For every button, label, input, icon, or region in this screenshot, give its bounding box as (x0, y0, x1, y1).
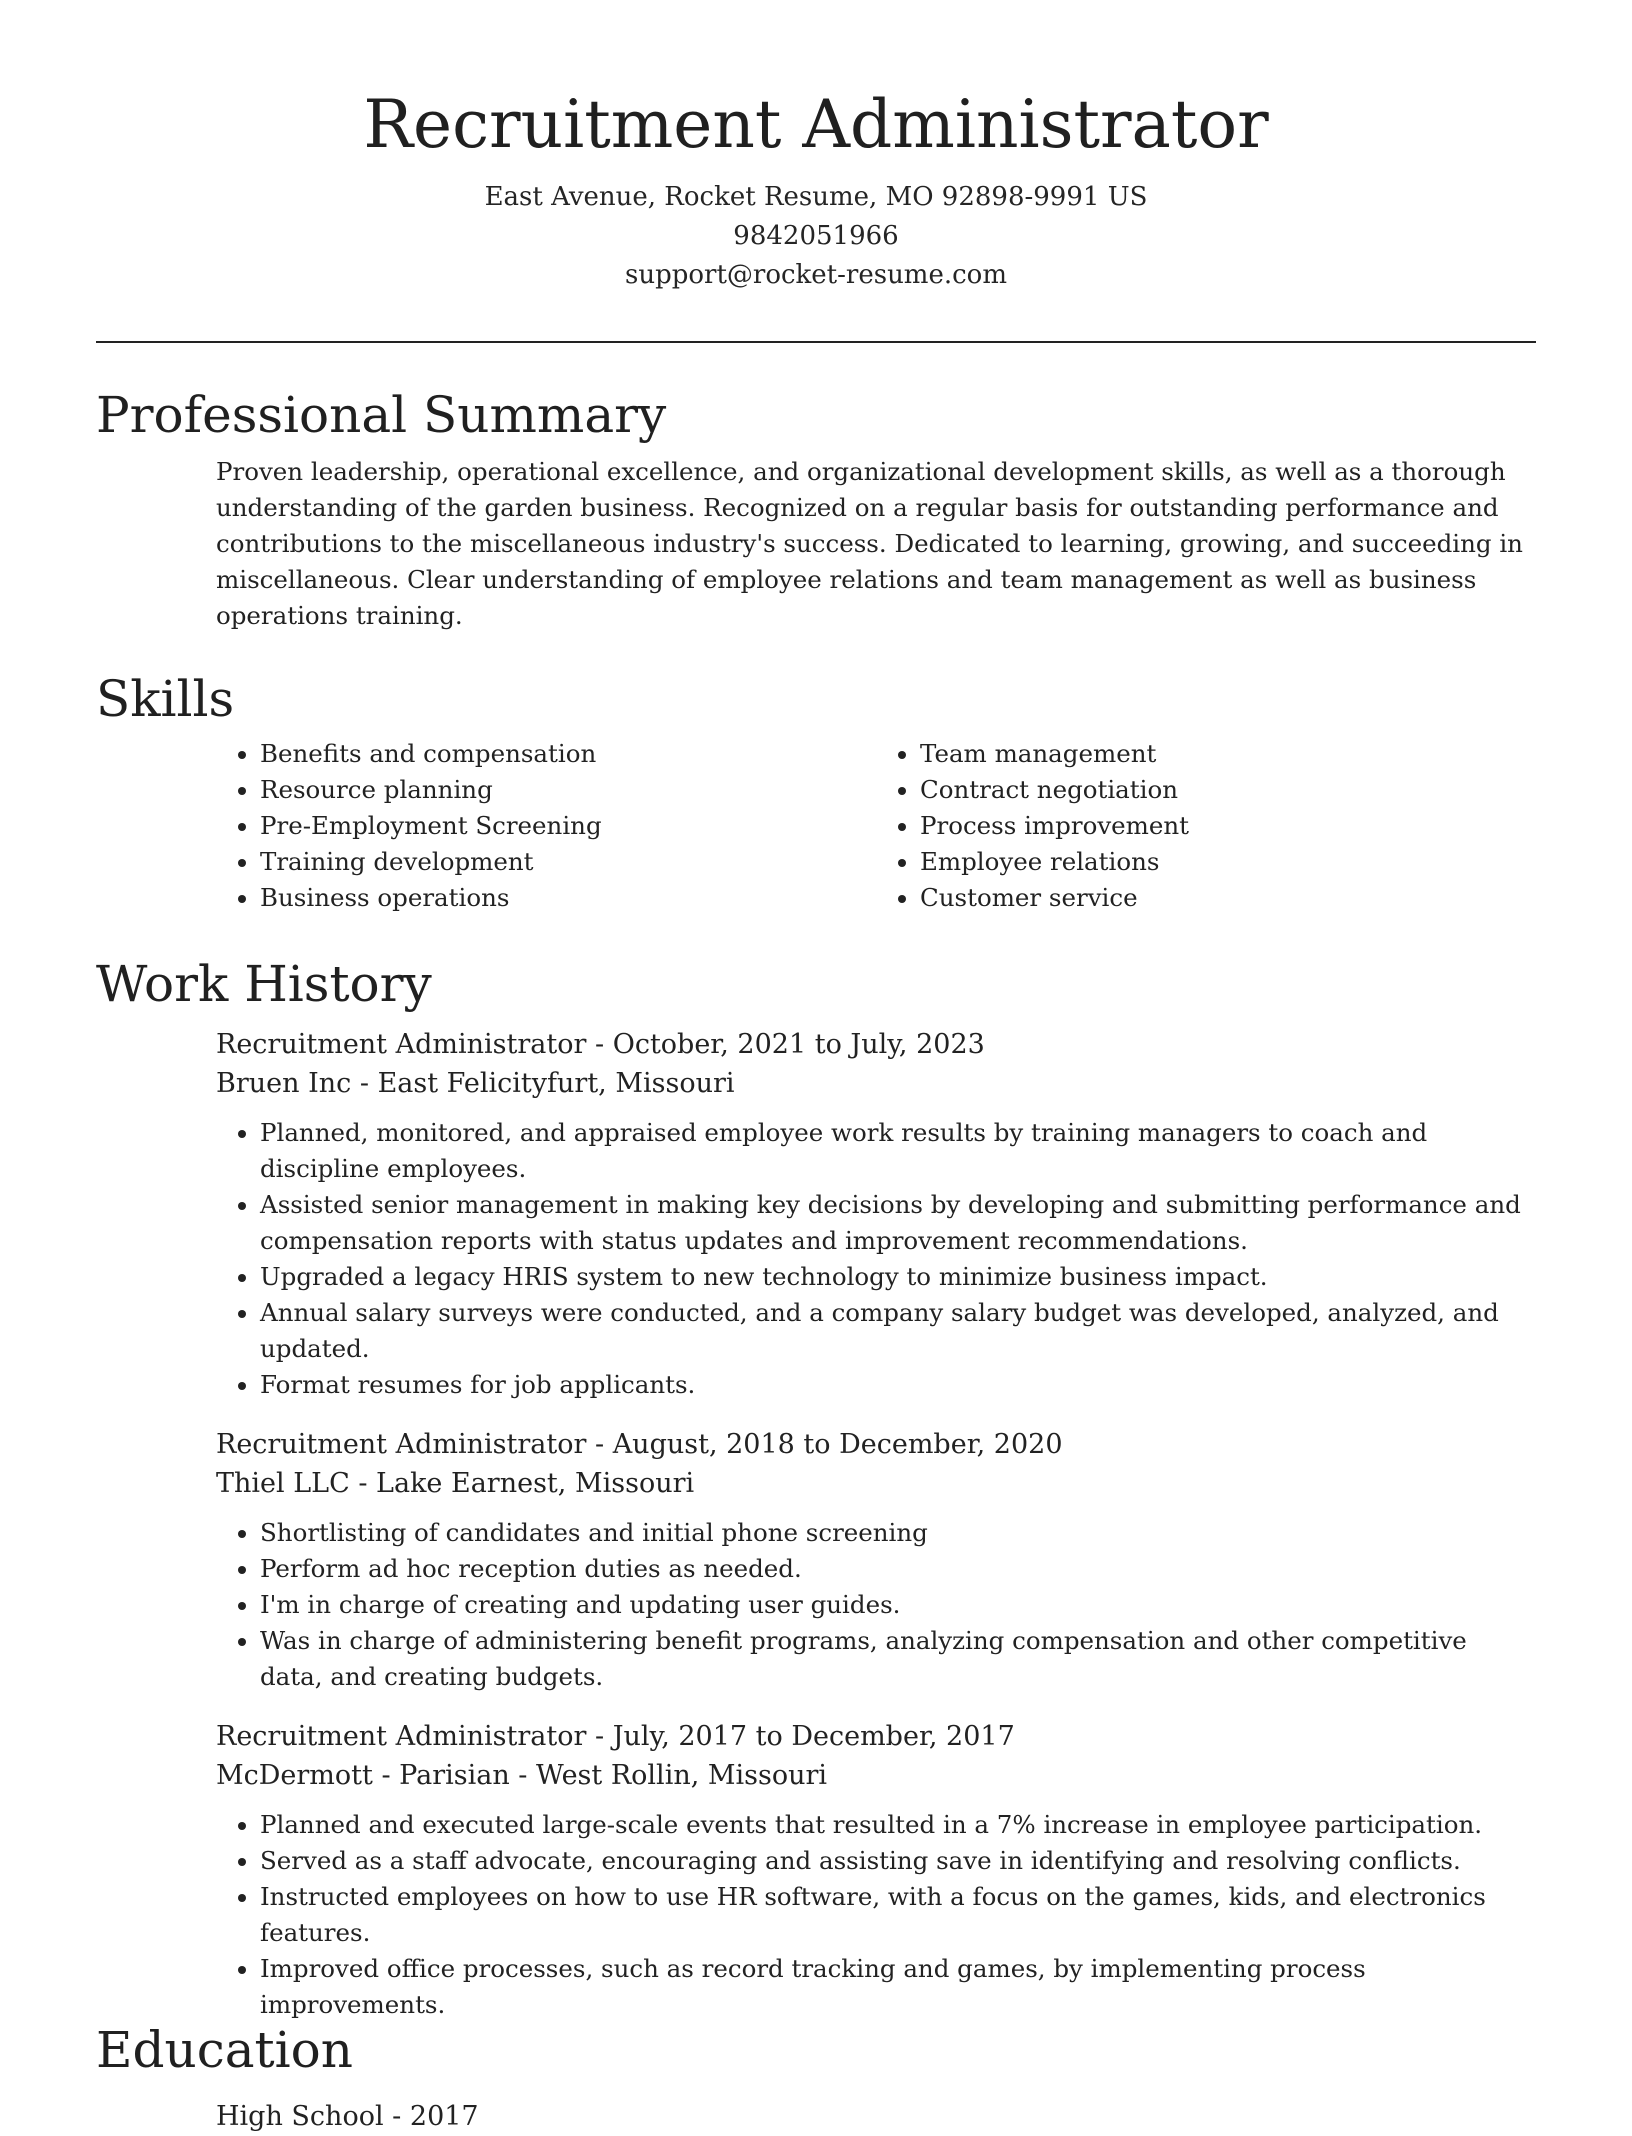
email-address: support@rocket-resume.com (624, 260, 1007, 290)
job-location: West Rollin, Missouri (536, 1760, 828, 1791)
job-bullet: • Served as a staff advocate, encouraging and assisting save in identifying and resolving conflicts. (260, 1843, 1536, 1879)
job-title-line (216, 1717, 1536, 1756)
skills-grid (216, 736, 1536, 916)
address: East Avenue, Rocket Resume, MO 92898-9991 US (484, 182, 1148, 212)
job-company-line (216, 1064, 1536, 1103)
skills-column-left (216, 736, 876, 916)
job-company-line (216, 1464, 1536, 1503)
company-name: Thiel LLC (216, 1468, 350, 1499)
skill-item: • Resource planning (260, 772, 876, 808)
contact-info (96, 178, 1536, 295)
section-title-skills: Skills (96, 670, 235, 728)
separator: - (586, 1721, 613, 1752)
job-dates: July, 2017 to December, 2017 (612, 1721, 1015, 1752)
professional-summary-section (96, 384, 1536, 634)
job-company-line (216, 1756, 1536, 1795)
header-divider (96, 341, 1536, 343)
skill-item: • Benefits and compensation (260, 736, 876, 772)
section-title-education: Education (96, 2021, 353, 2079)
job-title: Recruitment Administrator (216, 1429, 587, 1460)
job-bullet: • Upgraded a legacy HRIS system to new technology to minimize business impact. (260, 1259, 1536, 1295)
job-location: Lake Earnest, Missouri (376, 1468, 695, 1499)
job-bullet: • Annual salary surveys were conducted, and a company salary budget was developed, analyzed, and updated. (260, 1295, 1536, 1367)
phone-number: 9842051966 (733, 221, 899, 251)
school-name: High School (216, 2101, 384, 2132)
candidate-name: Recruitment Administrator (363, 86, 1269, 163)
education-section (96, 2019, 1536, 2136)
skill-item: • Contract negotiation (920, 772, 1536, 808)
company-name: Bruen Inc (216, 1068, 352, 1099)
skill-item: • Training development (260, 844, 876, 880)
job-bullets (216, 1115, 1536, 1403)
job-entry (216, 1425, 1536, 1695)
graduation-year: 2017 (409, 2101, 479, 2132)
job-bullet: • Was in charge of administering benefit programs, analyzing compensation and other competitive data, and creating budgets. (260, 1623, 1536, 1695)
education-entry (216, 2097, 1536, 2136)
skill-item: • Employee relations (920, 844, 1536, 880)
job-bullet: • Planned, monitored, and appraised employee work results by training managers to coach and discipline employees. (260, 1115, 1536, 1187)
section-title-summary: Professional Summary (96, 386, 667, 444)
resume-header (96, 80, 1536, 295)
separator: - (509, 1760, 537, 1791)
job-bullet: • Shortlisting of candidates and initial phone screening (260, 1515, 1536, 1551)
skill-item: • Pre-Employment Screening (260, 808, 876, 844)
job-title: Recruitment Administrator (216, 1029, 587, 1060)
job-title-line (216, 1425, 1536, 1464)
skill-item: • Process improvement (920, 808, 1536, 844)
job-title: Recruitment Administrator (216, 1721, 587, 1752)
job-bullet: • Planned and executed large-scale events that resulted in a 7% increase in employee participation. (260, 1807, 1536, 1843)
separator: - (349, 1468, 377, 1499)
job-bullets (216, 1515, 1536, 1695)
skill-item: • Customer service (920, 880, 1536, 916)
separator: - (351, 1068, 378, 1099)
job-title-line (216, 1025, 1536, 1064)
job-bullet: • I'm in charge of creating and updating user guides. (260, 1587, 1536, 1623)
skill-item: • Business operations (260, 880, 876, 916)
company-name: McDermott - Parisian (216, 1760, 510, 1791)
job-bullet: • Perform ad hoc reception duties as needed. (260, 1551, 1536, 1587)
skills-section (96, 668, 1536, 916)
job-bullet: • Improved office processes, such as record tracking and games, by implementing process improvements. (260, 1951, 1536, 2023)
summary-text: Proven leadership, operational excellence, and organizational development skills, as well as a thorough understanding of the garden business. Recognized on a regular basis for outstanding performance and contributions to the miscellaneous industry's success. Dedicated to learning, growing, and succeeding in miscellaneous. Clear understanding of employee relations and team management as well as business operations training. (216, 457, 1523, 630)
work-history-section (96, 953, 1536, 2023)
job-dates: October, 2021 to July, 2023 (612, 1029, 985, 1060)
job-location: East Felicityfurt, Missouri (377, 1068, 735, 1099)
job-bullet: • Assisted senior management in making key decisions by developing and submitting performance and compensation reports with status updates and improvement recommendations. (260, 1187, 1536, 1259)
skill-item: • Team management (920, 736, 1536, 772)
job-bullets (216, 1807, 1536, 2023)
section-title-work-history: Work History (96, 955, 432, 1013)
job-bullet: • Format resumes for job applicants. (260, 1367, 1536, 1403)
job-dates: August, 2018 to December, 2020 (612, 1429, 1063, 1460)
separator: - (383, 2101, 410, 2132)
separator: - (586, 1029, 613, 1060)
job-entry (216, 1717, 1536, 2023)
job-entry (216, 1025, 1536, 1403)
skills-column-right (876, 736, 1536, 916)
job-bullet: • Instructed employees on how to use HR software, with a focus on the games, kids, and electronics features. (260, 1879, 1536, 1951)
separator: - (586, 1429, 613, 1460)
